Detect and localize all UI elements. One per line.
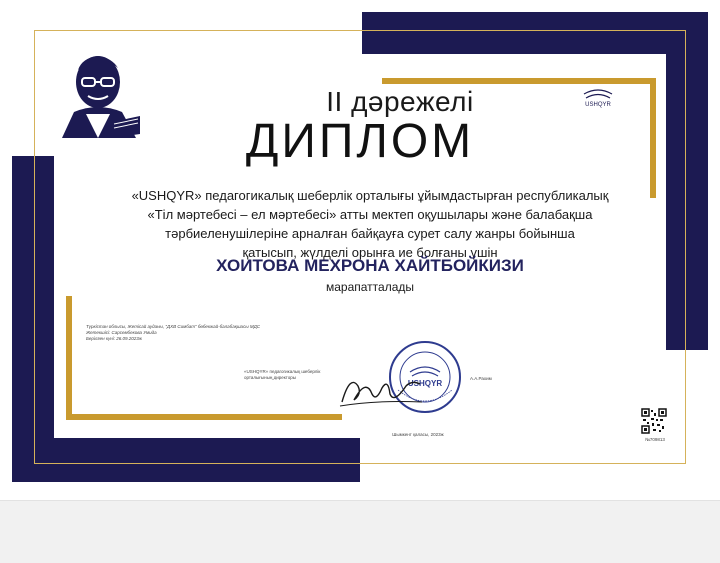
qr-code-icon: [641, 408, 667, 434]
body-line: қатысып, жүлделі орынға ие болғаны үшін: [242, 245, 498, 260]
logo-text: USHQYR: [585, 102, 611, 108]
body-line: тәрбиеленушілеріне арналған байқауға сурет салу жанры бойынша: [165, 226, 575, 241]
director-caption: орталығының директоры: [244, 375, 297, 380]
certificate-id: №709813: [645, 437, 665, 442]
recipient-name: ХОИТОВА МЕХРОНА ХАЙТБОЙКИЗИ: [216, 256, 524, 275]
info-school: Түркістан облысы, Жетісай ауданы, "ДХВ Симбат" бөбекжай-балабақшасы МДС: [86, 324, 261, 329]
signature-icon: [336, 364, 426, 412]
diploma-title: ДИПЛОМ: [245, 115, 475, 168]
info-supervisor: Жетекшісі: Сарсембекова Умида: [86, 330, 157, 335]
portrait-emblem-icon: [52, 42, 144, 142]
city-year: Шымкент қаласы, 2023ж: [392, 432, 444, 437]
director-name: А.А.Рахим: [470, 376, 492, 381]
director-caption: «USHQYR» педагогикалық шеберлік: [244, 369, 321, 374]
seal-text: USHQYR: [407, 379, 443, 388]
diploma-degree: II дәрежелі: [326, 86, 474, 117]
book-logo-icon: [578, 82, 618, 108]
screenshot-bottom-bar: [0, 500, 720, 563]
body-line: «USHQYR» педагогикалық шеберлік орталығы ұйымдастырған республикалық: [131, 188, 609, 203]
info-date: Берілген күні: 26.09.2023ж: [86, 336, 142, 341]
body-line: «Тіл мәртебесі – ел мәртебесі» атты мектеп оқушылары және балабақша: [147, 207, 593, 222]
diploma-body: [120, 186, 620, 262]
awarded-text: марапатталады: [325, 280, 414, 294]
